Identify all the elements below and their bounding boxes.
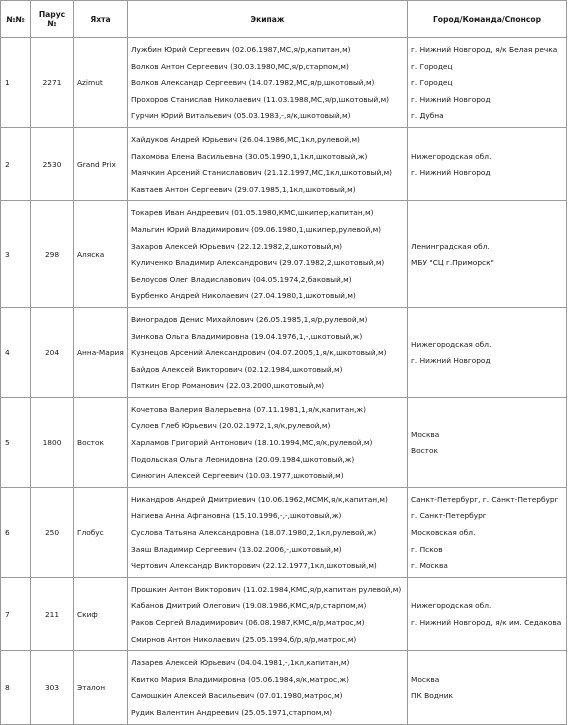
sail-number: 211 (31, 577, 74, 650)
crew-member: Пяткин Егор Романович (22.03.2000,шкотовый,м) (131, 381, 325, 391)
city-line: г. Городец (411, 78, 453, 88)
header-row (1, 1, 567, 38)
city-line: г. Дубна (411, 111, 444, 121)
crew-member: Кабанов Дмитрий Олегович (19.08.1986,КМС,я/р,старпом,м) (131, 601, 367, 611)
crew-member: Квитко Мария Владимировна (05.06.1984,я/к,матрос,ж) (131, 674, 350, 684)
yacht-name: Скиф (74, 577, 128, 650)
crew-member: Смирнов Антон Николаевич (25.05.1994,б/р,я/р,матрос,м) (131, 634, 357, 644)
sail-number: 2530 (31, 127, 74, 200)
city-team-sponsor (408, 307, 567, 397)
crew-member: Пахомова Елена Васильевна (30.05.1990,1,1кл,шкотовый,ж) (131, 151, 368, 161)
table-row (1, 651, 567, 724)
crew-member: Заяш Владимир Сергеевич (13.02.2006,-,шкотовый,м) (131, 544, 342, 554)
city-line: г. Нижний Новгород (411, 94, 491, 104)
city-team-sponsor (408, 201, 567, 308)
header-number: №№ (1, 1, 31, 38)
table-row (1, 38, 567, 128)
city-line: Москва (411, 674, 440, 684)
crew-member: Самошкин Алексей Васильевич (07.01.1980,матрос,м) (131, 691, 343, 701)
sail-number: 204 (31, 307, 74, 397)
crew-member: Кавтаев Антон Сергеевич (29.07.1985,1,1кл,шкотовый,м) (131, 184, 356, 194)
crew-list (128, 577, 408, 650)
city-line: Восток (411, 446, 438, 456)
crew-member: Маячкин Арсений Станиславович (21.12.1997,МС,1кл,шкотовый,м) (131, 168, 393, 178)
crew-list (128, 307, 408, 397)
city-line: г. Нижний Новгород, я/к Белая речка (411, 45, 558, 54)
crew-member: Волков Антон Сергеевич (30.03.1980,МС,я/р,старпом,м) (131, 61, 349, 71)
sail-number: 250 (31, 487, 74, 577)
sail-number: 2271 (31, 38, 74, 128)
yacht-name: Grand Prix (74, 127, 128, 200)
crew-list (128, 397, 408, 487)
row-number: 7 (1, 577, 31, 650)
crew-member: Хайдуков Андрей Юрьевич (26.04.1986,МС,1кл,рулевой,м) (131, 134, 360, 144)
crew-member: Кочетова Валерия Валерьевна (07.11.1981,1,я/к,капитан,ж) (131, 404, 366, 414)
crew-member: Кузнецов Арсений Александрович (04.07.2005,1,я/к,шкотовый,м) (131, 348, 387, 358)
table-row (1, 487, 567, 577)
city-line: г. Псков (411, 544, 443, 554)
yacht-name: Аляска (74, 201, 128, 308)
crew-member: Раков Сергей Владимирович (06.08.1987,КМС,я/р,матрос,м) (131, 618, 365, 627)
sail-number: 1800 (31, 397, 74, 487)
crew-member: Подольская Ольга Леонидовна (20.09.1984,шкотовый,ж) (131, 454, 355, 464)
city-team-sponsor (408, 38, 567, 128)
city-line: Нижегородская обл. (411, 339, 492, 349)
city-line: г. Нижний Новгород (411, 356, 491, 366)
crew-member: Никандров Андрей Дмитриевич (10.06.1962,МСМК,я/к,капитан,м) (131, 494, 388, 504)
city-line: Санкт-Петербург, г. Санкт-Петербург (411, 494, 559, 504)
row-number: 6 (1, 487, 31, 577)
city-line: МБУ "СЦ г.Приморск" (411, 258, 494, 268)
crew-list (128, 487, 408, 577)
crew-member: Прошкин Антон Викторович (11.02.1984,КМС,я/р,капитан рулевой,м) (131, 584, 402, 594)
yacht-name: Эталон (74, 651, 128, 724)
row-number: 5 (1, 397, 31, 487)
table-body (1, 38, 567, 725)
crew-member: Куличенко Владимир Александрович (29.07.1982,2,шкотовый,м) (131, 258, 385, 268)
yacht-name: Восток (74, 397, 128, 487)
city-line: ПК Водник (411, 691, 453, 701)
row-number: 8 (1, 651, 31, 724)
crew-member: Суслова Татьяна Александровна (18.07.1980,2,1кл,рулевой,ж) (131, 528, 377, 538)
row-number: 4 (1, 307, 31, 397)
city-line: г. Москва (411, 561, 448, 571)
table-row (1, 127, 567, 200)
city-line: Московская обл. (411, 528, 476, 538)
crew-member: Чертович Александр Викторович (22.12.1977,1кл,шкотовый,м) (131, 561, 377, 571)
city-line: Москва (411, 429, 440, 439)
header-city-team-sponsor: Город/Команда/Спонсор (408, 1, 567, 38)
table-row (1, 307, 567, 397)
crew-member: Харламов Григорий Антонович (18.10.1994,МС,я/к,рулевой,м) (131, 438, 373, 448)
crew-member: Виноградов Денис Михайлович (26.05.1985,1,я/р,рулевой,м) (131, 314, 368, 324)
city-team-sponsor (408, 487, 567, 577)
crew-member: Белоусов Олег Владиславович (04.05.1974,2,баковый,м) (131, 274, 352, 284)
yacht-name: Глобус (74, 487, 128, 577)
crew-member: Бурбенко Андрей Николаевич (27.04.1980,1,шкотовый,м) (131, 291, 356, 301)
header-sail-number: Парус № (31, 1, 74, 38)
crew-list (128, 201, 408, 308)
crew-list (128, 651, 408, 724)
city-line: Нижегородская обл. (411, 151, 492, 161)
crew-member: Зинкова Ольга Владимировна (19.04.1976,1,-,шкотовый,ж) (131, 331, 363, 341)
city-line: г. Санкт-Петербург (411, 511, 487, 521)
crew-member: Гурчин Юрий Витальевич (05.03.1983,-,я/к,шкотовый,м) (131, 111, 351, 121)
city-team-sponsor (408, 577, 567, 650)
crew-member: Рудик Валентин Андреевич (25.05.1971,старпом,м) (131, 707, 333, 717)
crew-member: Синюгин Алексей Сергеевич (10.03.1977,шкотовый,м) (131, 471, 344, 481)
sail-number: 303 (31, 651, 74, 724)
city-team-sponsor (408, 127, 567, 200)
city-line: Нижегородская обл. (411, 601, 492, 611)
crew-list (128, 38, 408, 128)
city-line: г. Нижний Новгород (411, 168, 491, 178)
city-line: Ленинградская обл. (411, 241, 490, 251)
row-number: 3 (1, 201, 31, 308)
sail-number: 298 (31, 201, 74, 308)
crew-member: Волков Александр Сергеевич (14.07.1982,МС,я/р,шкотовый,м) (131, 78, 375, 88)
table-row (1, 201, 567, 308)
table-row (1, 397, 567, 487)
city-team-sponsor (408, 651, 567, 724)
city-team-sponsor (408, 397, 567, 487)
row-number: 2 (1, 127, 31, 200)
table-row (1, 577, 567, 650)
yacht-name: Azimut (74, 38, 128, 128)
crew-member: Лазарев Алексей Юрьевич (04.04.1981,-,1кл,капитан,м) (131, 658, 350, 668)
city-line: г. Городец (411, 61, 453, 71)
header-crew: Экипаж (128, 1, 408, 38)
city-line: г. Нижний Новгород, я/к им. Седакова (411, 618, 562, 627)
crew-member: Лужбин Юрий Сергеевич (02.06.1987,МС,я/р,капитан,м) (131, 45, 351, 54)
crew-list (128, 127, 408, 200)
crew-member: Нагиева Анна Афгановна (15.10.1996,-,-,шкотовый,ж) (131, 511, 342, 521)
crew-member: Токарев Иван Андреевич (01.05.1980,КМС,шкипер,капитан,м) (131, 208, 374, 218)
crew-member: Прохоров Станислав Николаевич (11.03.1988,МС,я/р,шкотовый,м) (131, 94, 390, 104)
crew-member: Байдов Алексей Викторович (02.12.1984,шкотовый,м) (131, 364, 343, 374)
header-yacht: Яхта (74, 1, 128, 38)
row-number: 1 (1, 38, 31, 128)
crew-member: Захаров Алексей Юрьевич (22.12.1982,2,шкотовый,м) (131, 241, 343, 251)
crew-member: Мальгин Юрий Владимирович (09.06.1980,1,шкипер,рулевой,м) (131, 224, 382, 234)
crew-member: Сулоев Глеб Юрьевич (20.02.1972,1,я/к,рулевой,м) (131, 421, 331, 431)
yacht-name: Анна-Мария (74, 307, 128, 397)
